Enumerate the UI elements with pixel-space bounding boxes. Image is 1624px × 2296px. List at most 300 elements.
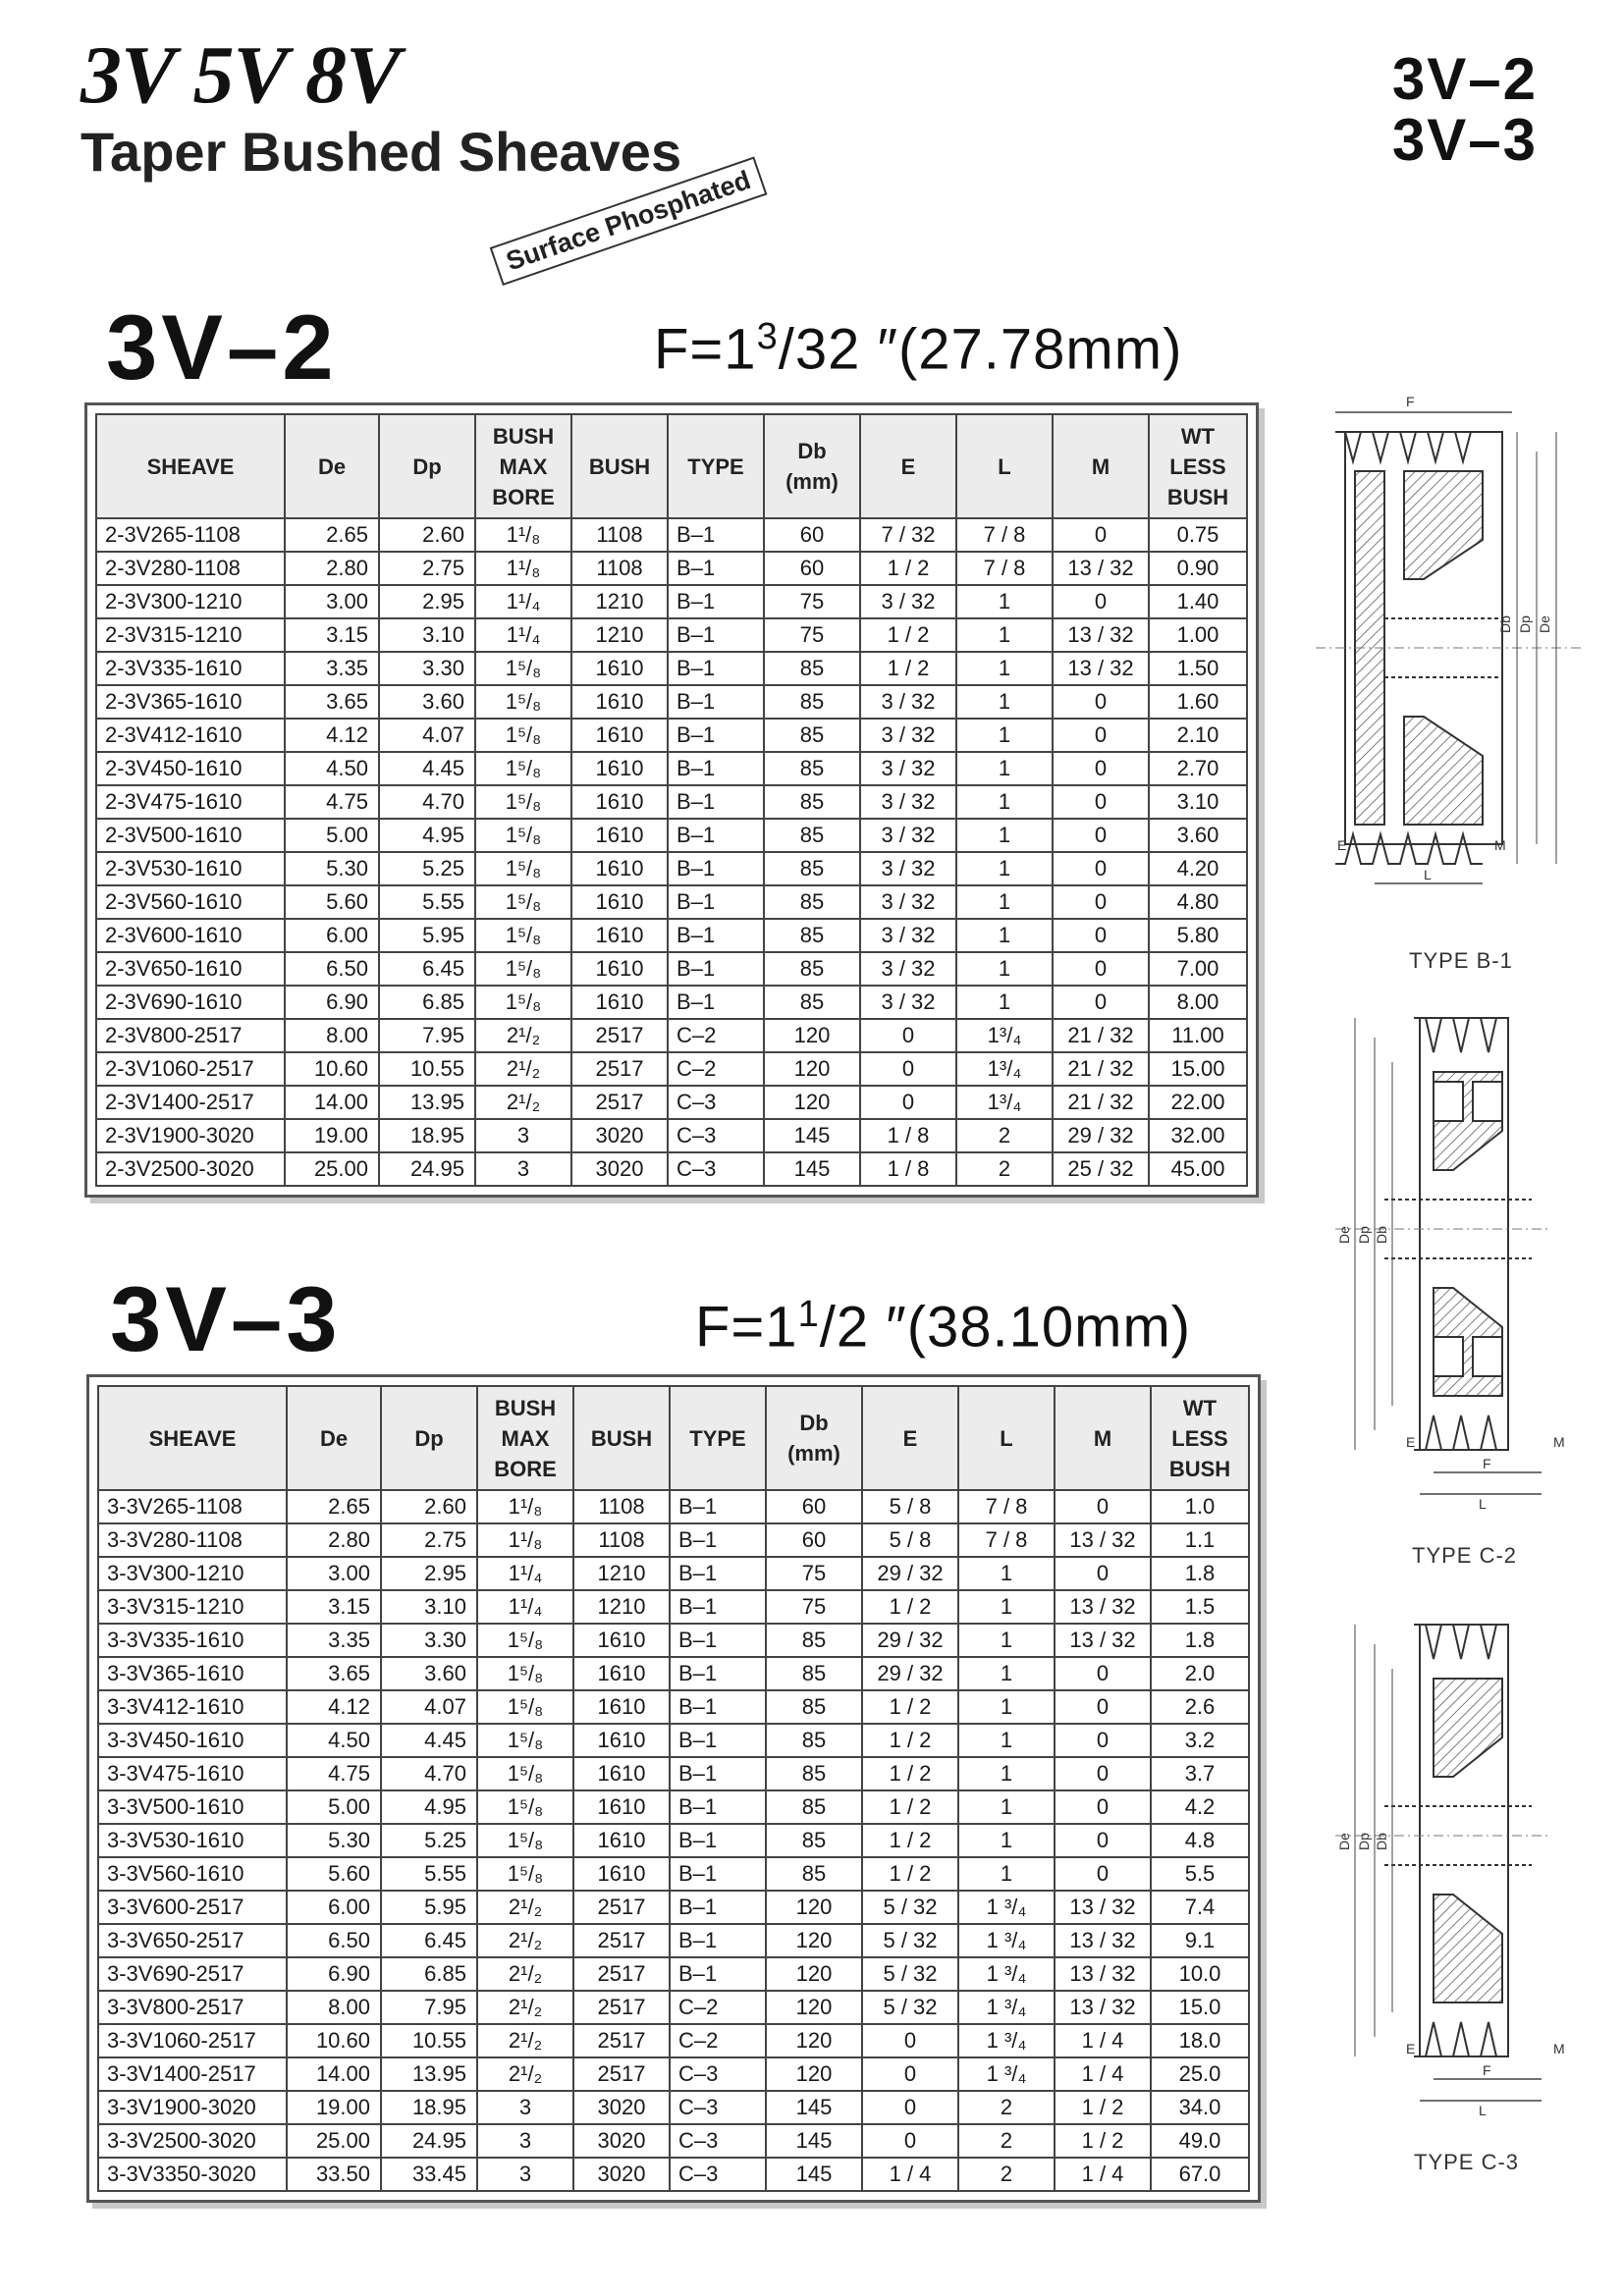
cell-bush: 1210 <box>571 618 668 652</box>
cell-wt-less-bush: 3.2 <box>1151 1724 1249 1757</box>
cell-db: 120 <box>766 2057 862 2091</box>
cell-db: 120 <box>766 2024 862 2057</box>
cell-db: 120 <box>764 1019 860 1052</box>
cell-m: 0 <box>1055 1657 1151 1690</box>
cell-de: 6.90 <box>287 1957 381 1991</box>
cell-l: 1 <box>958 1590 1055 1624</box>
cell-m: 0 <box>1053 919 1149 952</box>
cell-e: 5 / 8 <box>862 1490 958 1523</box>
cell-bush: 1610 <box>571 685 668 719</box>
cell-l: 2 <box>956 1119 1053 1152</box>
dim-de: De <box>1537 615 1552 633</box>
cell-bush: 1210 <box>573 1557 670 1590</box>
cell-m: 13 / 32 <box>1055 1891 1151 1924</box>
table-row <box>98 1857 1249 1891</box>
table-3v3-frame <box>86 1374 1261 2203</box>
cell-bush-max-bore: 1⁵/₈ <box>475 852 571 885</box>
table-row <box>98 2091 1249 2124</box>
cell-e: 3 / 32 <box>860 885 956 919</box>
cell-db: 85 <box>766 1690 862 1724</box>
cell-de: 6.50 <box>285 952 379 986</box>
face-width-sup: 3 <box>756 316 779 357</box>
cell-wt-less-bush: 3.7 <box>1151 1757 1249 1790</box>
cell-bush: 1108 <box>571 552 668 585</box>
cell-db: 75 <box>764 585 860 618</box>
cell-de: 5.00 <box>285 819 379 852</box>
table-row <box>96 1019 1247 1052</box>
cell-e: 1 / 2 <box>862 1857 958 1891</box>
table-row <box>98 1690 1249 1724</box>
cell-de: 25.00 <box>287 2124 381 2158</box>
cell-l: 1 <box>956 986 1053 1019</box>
cell-m: 13 / 32 <box>1055 1624 1151 1657</box>
cell-e: 3 / 32 <box>860 952 956 986</box>
cell-sheave: 3-3V280-1108 <box>98 1523 287 1557</box>
cell-bush-max-bore: 2¹/₂ <box>477 1957 573 1991</box>
table-row <box>96 518 1247 552</box>
cell-l: 1 <box>956 685 1053 719</box>
cell-db: 145 <box>766 2124 862 2158</box>
cell-bush-max-bore: 2¹/₂ <box>475 1019 571 1052</box>
cell-wt-less-bush: 4.80 <box>1149 885 1247 919</box>
cell-sheave: 3-3V475-1610 <box>98 1757 287 1790</box>
cell-bush: 1108 <box>571 518 668 552</box>
dim-l: L <box>1479 2103 1487 2118</box>
cell-de: 4.50 <box>285 752 379 785</box>
cell-l: 1 ³/₄ <box>958 1957 1055 1991</box>
cell-sheave: 2-3V690-1610 <box>96 986 285 1019</box>
cell-bush-max-bore: 3 <box>475 1152 571 1186</box>
cell-l: 1 <box>958 1690 1055 1724</box>
cell-m: 1 / 2 <box>1055 2124 1151 2158</box>
cell-db: 120 <box>766 1891 862 1924</box>
cell-dp: 3.60 <box>379 685 475 719</box>
cell-dp: 18.95 <box>381 2091 477 2124</box>
cell-m: 0 <box>1053 752 1149 785</box>
col-header-type: TYPE <box>670 1386 766 1490</box>
cell-dp: 3.60 <box>381 1657 477 1690</box>
cell-dp: 4.95 <box>379 819 475 852</box>
cell-m: 21 / 32 <box>1053 1086 1149 1119</box>
cell-e: 29 / 32 <box>862 1557 958 1590</box>
cell-de: 5.60 <box>287 1857 381 1891</box>
cell-sheave: 3-3V800-2517 <box>98 1991 287 2024</box>
table-row <box>98 1991 1249 2024</box>
cell-e: 5 / 32 <box>862 1924 958 1957</box>
cell-bush: 1610 <box>573 1657 670 1690</box>
col-header-bush: BUSH <box>571 414 668 518</box>
cell-e: 1 / 2 <box>862 1590 958 1624</box>
table-row <box>96 986 1247 1019</box>
cell-db: 85 <box>764 986 860 1019</box>
cell-type: B–1 <box>668 819 764 852</box>
cell-m: 13 / 32 <box>1055 1957 1151 1991</box>
cell-l: 1 <box>956 585 1053 618</box>
cell-dp: 5.95 <box>381 1891 477 1924</box>
cell-e: 0 <box>862 2091 958 2124</box>
cell-dp: 2.60 <box>379 518 475 552</box>
cell-l: 1³/₄ <box>956 1019 1053 1052</box>
cell-dp: 4.70 <box>379 785 475 819</box>
cell-de: 19.00 <box>287 2091 381 2124</box>
cell-bush: 1610 <box>573 1757 670 1790</box>
col-header-bush-max-bore: BUSH MAX BORE <box>477 1386 573 1490</box>
section-title-3v2: 3V–2 <box>106 295 338 399</box>
cell-l: 1 <box>956 752 1053 785</box>
cell-bush: 1610 <box>571 885 668 919</box>
cell-bush: 1610 <box>571 852 668 885</box>
cell-e: 1 / 8 <box>860 1119 956 1152</box>
cell-type: B–1 <box>670 1690 766 1724</box>
cell-l: 1 <box>956 652 1053 685</box>
table-row <box>96 919 1247 952</box>
cell-db: 85 <box>764 685 860 719</box>
cell-bush: 2517 <box>571 1052 668 1086</box>
cell-dp: 6.45 <box>379 952 475 986</box>
cell-wt-less-bush: 1.00 <box>1149 618 1247 652</box>
cell-db: 120 <box>766 1991 862 2024</box>
cell-wt-less-bush: 49.0 <box>1151 2124 1249 2158</box>
cell-dp: 2.75 <box>379 552 475 585</box>
cell-sheave: 3-3V650-2517 <box>98 1924 287 1957</box>
table-row <box>96 719 1247 752</box>
cell-db: 85 <box>766 1724 862 1757</box>
cell-bush: 1610 <box>571 919 668 952</box>
cell-bush: 1610 <box>573 1824 670 1857</box>
cell-db: 120 <box>766 1957 862 1991</box>
cell-type: C–3 <box>670 2124 766 2158</box>
cell-wt-less-bush: 8.00 <box>1149 986 1247 1019</box>
cell-bush: 3020 <box>573 2124 670 2158</box>
cell-wt-less-bush: 2.0 <box>1151 1657 1249 1690</box>
cell-sheave: 2-3V800-2517 <box>96 1019 285 1052</box>
cell-dp: 13.95 <box>381 2057 477 2091</box>
cell-type: C–2 <box>670 2024 766 2057</box>
cell-bush: 3020 <box>573 2091 670 2124</box>
cell-sheave: 3-3V600-2517 <box>98 1891 287 1924</box>
cell-bush-max-bore: 1⁵/₈ <box>475 752 571 785</box>
cell-bush-max-bore: 3 <box>477 2124 573 2158</box>
cell-bush-max-bore: 2¹/₂ <box>477 2024 573 2057</box>
dim-f: F <box>1483 2062 1491 2078</box>
col-header-sheave: SHEAVE <box>98 1386 287 1490</box>
cell-bush-max-bore: 1⁵/₈ <box>475 819 571 852</box>
cell-l: 1 <box>956 719 1053 752</box>
cell-m: 13 / 32 <box>1053 652 1149 685</box>
cell-type: B–1 <box>668 618 764 652</box>
dim-l: L <box>1479 1496 1487 1512</box>
cell-bush-max-bore: 1⁵/₈ <box>475 719 571 752</box>
cell-bush: 3020 <box>571 1152 668 1186</box>
cell-type: B–1 <box>668 752 764 785</box>
face-width-suffix: /2 ″(38.10mm) <box>819 1295 1192 1360</box>
cell-e: 5 / 32 <box>862 1891 958 1924</box>
face-width-suffix: /32 ″(27.78mm) <box>778 317 1183 382</box>
cell-m: 0 <box>1053 885 1149 919</box>
face-width-prefix: F=1 <box>654 317 757 382</box>
cell-e: 1 / 2 <box>860 652 956 685</box>
cell-bush-max-bore: 2¹/₂ <box>477 2057 573 2091</box>
cell-wt-less-bush: 3.60 <box>1149 819 1247 852</box>
cell-de: 8.00 <box>287 1991 381 2024</box>
dim-m: M <box>1553 1434 1565 1450</box>
dim-dp: Dp <box>1356 1833 1372 1850</box>
table-row <box>96 618 1247 652</box>
col-header-dp: Dp <box>379 414 475 518</box>
dim-de: De <box>1336 1226 1352 1244</box>
cell-sheave: 2-3V450-1610 <box>96 752 285 785</box>
col-header-db: Db (mm) <box>766 1386 862 1490</box>
cell-e: 7 / 32 <box>860 518 956 552</box>
cell-bush: 1610 <box>573 1790 670 1824</box>
cell-db: 75 <box>766 1590 862 1624</box>
cell-bush: 1610 <box>573 1624 670 1657</box>
cell-type: C–2 <box>670 1991 766 2024</box>
cell-de: 3.65 <box>285 685 379 719</box>
cell-type: B–1 <box>670 1891 766 1924</box>
cell-bush: 1610 <box>571 986 668 1019</box>
cell-e: 3 / 32 <box>860 852 956 885</box>
cell-de: 4.12 <box>287 1690 381 1724</box>
cell-wt-less-bush: 3.10 <box>1149 785 1247 819</box>
cell-sheave: 2-3V1400-2517 <box>96 1086 285 1119</box>
cell-l: 1 <box>956 885 1053 919</box>
cell-bush-max-bore: 3 <box>477 2091 573 2124</box>
cell-e: 3 / 32 <box>860 685 956 719</box>
cell-db: 60 <box>764 552 860 585</box>
table-row <box>96 819 1247 852</box>
cell-db: 85 <box>764 819 860 852</box>
cell-l: 1³/₄ <box>956 1052 1053 1086</box>
cell-de: 6.00 <box>287 1891 381 1924</box>
cell-m: 0 <box>1053 986 1149 1019</box>
cell-bush: 2517 <box>573 1924 670 1957</box>
cell-de: 4.50 <box>287 1724 381 1757</box>
table-row <box>98 1657 1249 1690</box>
cell-l: 1 <box>956 852 1053 885</box>
table-row <box>98 1790 1249 1824</box>
cell-de: 33.50 <box>287 2158 381 2191</box>
cell-bush-max-bore: 1⁵/₈ <box>477 1624 573 1657</box>
cell-de: 19.00 <box>285 1119 379 1152</box>
cell-type: B–1 <box>668 919 764 952</box>
cell-bush: 2517 <box>573 2024 670 2057</box>
corner-label-2: 3V–3 <box>1391 107 1538 173</box>
table-row <box>96 752 1247 785</box>
table-row <box>98 1824 1249 1857</box>
cell-de: 2.80 <box>285 552 379 585</box>
cell-m: 0 <box>1055 1557 1151 1590</box>
dim-m: M <box>1494 837 1506 853</box>
cell-dp: 3.10 <box>379 618 475 652</box>
cell-db: 145 <box>766 2091 862 2124</box>
cell-m: 0 <box>1053 585 1149 618</box>
cell-bush-max-bore: 1⁵/₈ <box>475 885 571 919</box>
cell-m: 0 <box>1053 819 1149 852</box>
cell-db: 85 <box>766 1624 862 1657</box>
cell-m: 13 / 32 <box>1053 618 1149 652</box>
cell-db: 145 <box>764 1152 860 1186</box>
cell-sheave: 2-3V475-1610 <box>96 785 285 819</box>
cell-type: B–1 <box>670 1624 766 1657</box>
cell-de: 5.30 <box>285 852 379 885</box>
cell-sheave: 2-3V650-1610 <box>96 952 285 986</box>
cell-dp: 3.30 <box>379 652 475 685</box>
cell-dp: 2.95 <box>379 585 475 618</box>
cell-m: 1 / 4 <box>1055 2158 1151 2191</box>
cell-bush-max-bore: 1⁵/₈ <box>477 1657 573 1690</box>
cell-de: 2.80 <box>287 1523 381 1557</box>
cell-de: 25.00 <box>285 1152 379 1186</box>
cell-m: 0 <box>1053 685 1149 719</box>
cell-sheave: 2-3V530-1610 <box>96 852 285 885</box>
cell-l: 1 <box>958 1657 1055 1690</box>
diagram-label-c3: TYPE C-3 <box>1414 2150 1520 2174</box>
cell-wt-less-bush: 9.1 <box>1151 1924 1249 1957</box>
cell-m: 0 <box>1055 1857 1151 1891</box>
cell-wt-less-bush: 4.8 <box>1151 1824 1249 1857</box>
cell-l: 7 / 8 <box>956 552 1053 585</box>
dim-dp: Dp <box>1356 1226 1372 1244</box>
cell-type: B–1 <box>670 1590 766 1624</box>
dim-db: Db <box>1497 615 1513 633</box>
table-row <box>98 1490 1249 1523</box>
cell-de: 6.90 <box>285 986 379 1019</box>
cell-sheave: 2-3V1060-2517 <box>96 1052 285 1086</box>
cell-dp: 2.60 <box>381 1490 477 1523</box>
cell-de: 6.50 <box>287 1924 381 1957</box>
cell-de: 5.60 <box>285 885 379 919</box>
dim-e: E <box>1406 1434 1416 1450</box>
cell-wt-less-bush: 1.8 <box>1151 1624 1249 1657</box>
cell-dp: 6.45 <box>381 1924 477 1957</box>
cell-db: 85 <box>764 919 860 952</box>
cell-m: 0 <box>1055 1824 1151 1857</box>
cell-de: 3.35 <box>285 652 379 685</box>
cell-de: 5.00 <box>287 1790 381 1824</box>
cell-db: 75 <box>766 1557 862 1590</box>
cell-sheave: 3-3V2500-3020 <box>98 2124 287 2158</box>
table-row <box>98 2158 1249 2191</box>
cell-e: 1 / 2 <box>860 552 956 585</box>
cell-m: 0 <box>1053 952 1149 986</box>
dim-m: M <box>1553 2041 1565 2056</box>
cell-l: 1 <box>958 1824 1055 1857</box>
cell-wt-less-bush: 4.20 <box>1149 852 1247 885</box>
cell-bush: 2517 <box>573 1891 670 1924</box>
cell-l: 2 <box>958 2124 1055 2158</box>
cell-wt-less-bush: 15.00 <box>1149 1052 1247 1086</box>
cell-bush: 1108 <box>573 1490 670 1523</box>
cell-l: 1 <box>958 1624 1055 1657</box>
cell-dp: 33.45 <box>381 2158 477 2191</box>
table-row <box>98 2024 1249 2057</box>
cell-bush-max-bore: 1⁵/₈ <box>475 952 571 986</box>
cell-type: B–1 <box>668 685 764 719</box>
cell-type: B–1 <box>670 1557 766 1590</box>
cell-sheave: 2-3V500-1610 <box>96 819 285 852</box>
cell-l: 7 / 8 <box>958 1490 1055 1523</box>
cell-type: C–3 <box>670 2091 766 2124</box>
cell-e: 3 / 32 <box>860 585 956 618</box>
cell-bush-max-bore: 2¹/₂ <box>475 1052 571 1086</box>
table-row <box>98 1523 1249 1557</box>
cell-bush: 2517 <box>573 1991 670 2024</box>
cell-dp: 3.10 <box>381 1590 477 1624</box>
cell-wt-less-bush: 34.0 <box>1151 2091 1249 2124</box>
cell-sheave: 3-3V335-1610 <box>98 1624 287 1657</box>
cell-bush-max-bore: 1¹/₄ <box>477 1557 573 1590</box>
table-row <box>98 1724 1249 1757</box>
cell-de: 3.65 <box>287 1657 381 1690</box>
table-row <box>96 1086 1247 1119</box>
cell-db: 85 <box>766 1757 862 1790</box>
cell-de: 4.75 <box>285 785 379 819</box>
cell-e: 0 <box>862 2024 958 2057</box>
table-3v2-frame <box>84 402 1259 1198</box>
cell-wt-less-bush: 0.90 <box>1149 552 1247 585</box>
cell-type: B–1 <box>670 1724 766 1757</box>
cell-sheave: 2-3V280-1108 <box>96 552 285 585</box>
cell-m: 13 / 32 <box>1055 1991 1151 2024</box>
table-row <box>96 552 1247 585</box>
cell-sheave: 2-3V1900-3020 <box>96 1119 285 1152</box>
col-header-m: M <box>1055 1386 1151 1490</box>
cell-type: C–2 <box>668 1052 764 1086</box>
dim-db: Db <box>1374 1226 1389 1244</box>
cell-e: 0 <box>860 1052 956 1086</box>
cell-wt-less-bush: 7.00 <box>1149 952 1247 986</box>
cell-db: 120 <box>764 1086 860 1119</box>
cell-wt-less-bush: 1.50 <box>1149 652 1247 685</box>
cell-de: 4.75 <box>287 1757 381 1790</box>
cell-db: 75 <box>764 618 860 652</box>
cell-db: 85 <box>764 785 860 819</box>
cell-wt-less-bush: 45.00 <box>1149 1152 1247 1186</box>
cell-type: C–3 <box>668 1119 764 1152</box>
cell-db: 85 <box>766 1824 862 1857</box>
cell-l: 1 ³/₄ <box>958 2057 1055 2091</box>
cell-bush: 1610 <box>571 785 668 819</box>
dim-db: Db <box>1374 1833 1389 1850</box>
cell-dp: 2.95 <box>381 1557 477 1590</box>
cell-m: 29 / 32 <box>1053 1119 1149 1152</box>
cell-wt-less-bush: 1.40 <box>1149 585 1247 618</box>
cell-bush-max-bore: 1¹/₄ <box>475 618 571 652</box>
cell-type: B–1 <box>670 1824 766 1857</box>
cell-m: 0 <box>1053 518 1149 552</box>
cell-l: 1 <box>958 1757 1055 1790</box>
cell-l: 7 / 8 <box>958 1523 1055 1557</box>
cell-type: C–3 <box>670 2057 766 2091</box>
cell-wt-less-bush: 22.00 <box>1149 1086 1247 1119</box>
cell-de: 5.30 <box>287 1824 381 1857</box>
cell-bush-max-bore: 2¹/₂ <box>477 1891 573 1924</box>
cell-e: 3 / 32 <box>860 785 956 819</box>
cell-db: 60 <box>766 1523 862 1557</box>
cell-sheave: 3-3V450-1610 <box>98 1724 287 1757</box>
cell-de: 10.60 <box>287 2024 381 2057</box>
cell-bush: 2517 <box>573 2057 670 2091</box>
table-row <box>98 1891 1249 1924</box>
cell-de: 3.00 <box>287 1557 381 1590</box>
cell-l: 1 <box>958 1557 1055 1590</box>
cell-bush: 2517 <box>573 1957 670 1991</box>
cell-e: 0 <box>862 2124 958 2158</box>
cell-sheave: 2-3V412-1610 <box>96 719 285 752</box>
cell-m: 0 <box>1055 1490 1151 1523</box>
cell-wt-less-bush: 15.0 <box>1151 1991 1249 2024</box>
